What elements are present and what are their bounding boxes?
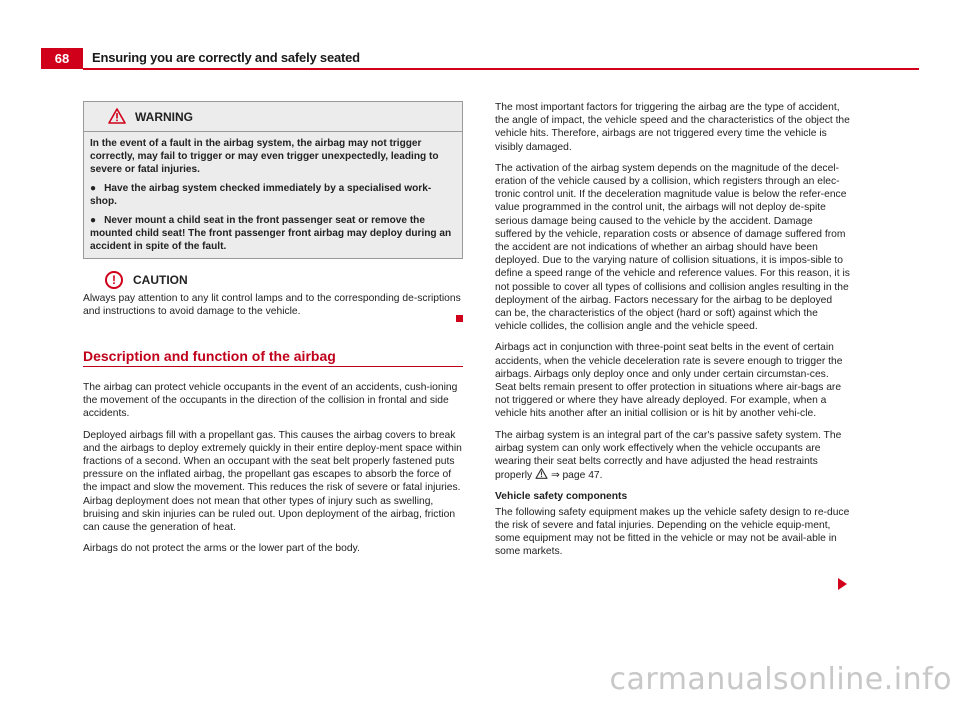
caution-body: Always pay attention to any lit control lamps and to the corresponding de-scriptions and instructions to avoid damage to the vehicle. xyxy=(83,293,461,318)
paragraph: The following safety equipment makes up the vehicle safety design to re-duce the risk of severe and fatal injuries. Depending on the vehicle equip-ment, some equipment may not be fitted in the vehicle or may not be avail-able in some markets. xyxy=(495,506,850,558)
section-title: Description and function of the airbag xyxy=(83,350,463,367)
page-header-title: Ensuring you are correctly and safely seated xyxy=(92,50,360,65)
bullet-icon: ● xyxy=(90,183,97,195)
paragraph: Airbags do not protect the arms or the lower part of the body. xyxy=(83,543,360,555)
warning-bullet xyxy=(90,214,456,253)
page-reference-link[interactable]: ⇒ page 47. xyxy=(550,470,603,482)
warning-ref-icon xyxy=(535,470,551,481)
paragraph: Deployed airbags fill with a propellant gas. This causes the airbag covers to break and the airbags to deploy extremely quickly in their entire deploy-ment space within fractions of a second. When an occupant with the seat belt properly fastened puts pressure on the inflated airbag, the propellant gas escapes to absorb the force of the impact and slow the movement. This reduces the risk of severe or fatal injuries. Airbag deployment does not mean that other types of injury such as swelling, bruising and skin injuries can be ruled out. Upon deployment of the airbag, friction can cause the generation of heat. xyxy=(83,429,462,534)
page-number: 68 xyxy=(41,48,83,69)
warning-bullet-text: Never mount a child seat in the front passenger seat or remove the mounted child seat! The front passenger front airbag may deploy during an accident in spite of the fault. xyxy=(90,215,452,253)
caution-title: CAUTION xyxy=(133,272,188,287)
warning-body xyxy=(84,132,462,258)
warning-triangle-icon xyxy=(108,108,126,127)
caution-header xyxy=(83,271,463,289)
paragraph: The most important factors for triggering the airbag are the type of accident, the angle of impact, the vehicle speed and the characteristics of the object the vehicle hits. Therefore, airbags are not triggered every time the vehicle is visibly damaged. xyxy=(495,102,850,153)
header-divider xyxy=(83,68,919,70)
warning-title: WARNING xyxy=(135,110,193,124)
warning-intro: In the event of a fault in the airbag system, the airbag may not trigger correctly, may fail to trigger or may even trigger unexpectedly, leading to severe or fatal injuries. xyxy=(90,138,439,176)
caution-circle-icon: ! xyxy=(105,271,123,289)
right-column xyxy=(495,101,851,567)
paragraph-passive-safety xyxy=(495,429,851,483)
watermark: carmanualsonline.info xyxy=(609,662,952,697)
paragraph: Airbags act in conjunction with three-point seat belts in the event of certain accidents, when the vehicle deceleration rate is severe enough to trigger the airbags. Airbags only deploy once and only under certain circumstan-ces. Seat belts remain present to offer protection in situations where air-bags are not triggered or where they have already deployed. For example, when a vehicle hits another after an initial collision or is hit by another vehi-cle. xyxy=(495,342,843,420)
warning-header xyxy=(84,102,462,132)
warning-bullet-text: Have the airbag system checked immediately by a specialised work-shop. xyxy=(90,183,432,208)
warning-box xyxy=(83,101,463,259)
paragraph: The activation of the airbag system depends on the magnitude of the decel-eration of the vehicle caused by a collision, which registers through an elec-tronic control unit. If the deceleration magnitude value is below the refer-ence value programmed in the control unit, the airbags will not deploy de-spite serious damage being caused to the vehicle by the accident. Damage suffered by the vehicle, reparation costs or absence of damage suffered from the accident are not indications of whether an airbag should have been deployed. Due to the varying nature of collision situations, it is impos-sible to define a speed range of the vehicle and reference values. For this reason, it is not possible to cover all types of collisions and collision angles resulting in the deployment of the airbag. Factors necessary for the airbag to be deployed can be, the characteristics of the object (hard or soft) against which the vehicle collides, the collision angle and the vehicle speed. xyxy=(495,162,850,333)
continue-arrow-icon xyxy=(838,578,847,590)
passive-safety-text: The airbag system is an integral part of the car's passive safety system. The airbag system can only work effectively when the vehicle occupants are wearing their seat belts correctly and have adjusted the head restraints properly xyxy=(495,429,842,482)
paragraph: The airbag can protect vehicle occupants in the event of an accidents, cush-ioning the movement of the occupants in the direction of the collision in frontal and side accidents. xyxy=(83,382,458,420)
bullet-icon: ● xyxy=(90,215,97,227)
warning-bullet xyxy=(90,182,456,208)
section-end-marker xyxy=(456,315,463,322)
left-column xyxy=(83,101,463,563)
subheading-safety-components: Vehicle safety components xyxy=(495,491,628,503)
